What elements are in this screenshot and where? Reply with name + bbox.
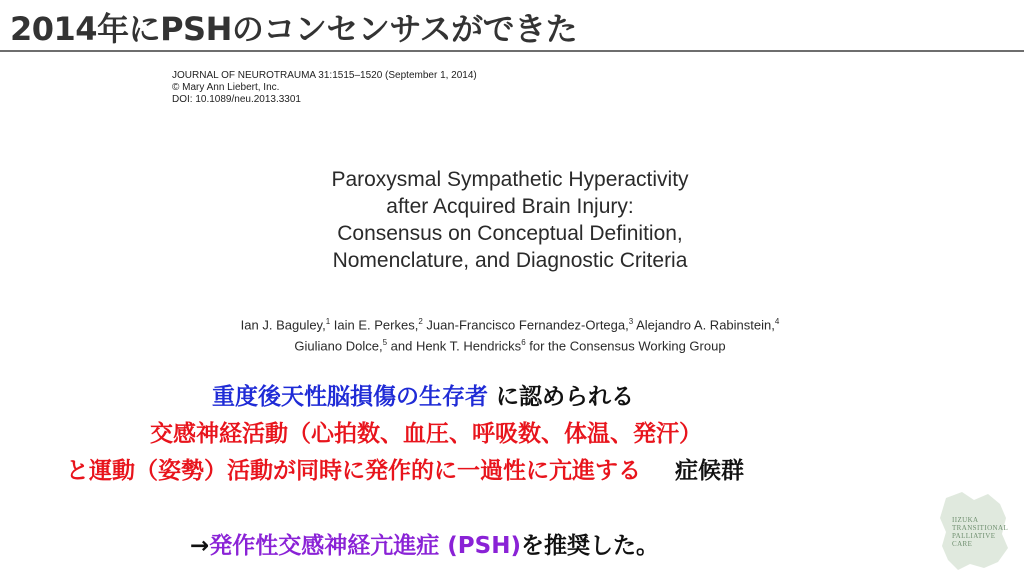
organization-logo	[936, 490, 1014, 572]
summary-line-1	[212, 382, 634, 412]
logo-line: IIZUKA	[952, 516, 979, 524]
summary-motor: と運動（姿勢）活動が同時に発作的に一過性に亢進する	[66, 458, 641, 484]
summary-line-4	[190, 531, 659, 561]
author-name: Giuliano Dolce,	[294, 338, 383, 354]
author-affiliation: 4	[774, 317, 780, 326]
authors-suffix: for the Consensus Working Group	[529, 338, 726, 354]
logo-line: TRANSITIONAL	[952, 524, 1009, 532]
title-divider	[0, 50, 1024, 52]
summary-line-2	[150, 419, 702, 449]
journal-citation: JOURNAL OF NEUROTRAUMA 31:1515–1520 (September 1, 2014)	[172, 70, 477, 81]
author-affiliation: 1	[325, 317, 331, 326]
paper-authors	[190, 313, 830, 356]
author-name: and Henk T. Hendricks	[390, 338, 522, 354]
summary-recognized: に認められる	[496, 384, 635, 410]
author-affiliation: 5	[382, 338, 388, 348]
journal-header	[172, 70, 477, 106]
summary-line-3	[66, 456, 744, 486]
arrow-icon: →	[190, 533, 210, 559]
author-name: Ian J. Baguley,	[240, 317, 326, 333]
logo-text	[952, 516, 1008, 548]
paper-title-line: after Acquired Brain Injury:	[386, 195, 634, 218]
logo-line: CARE	[952, 540, 973, 548]
paper-title-line: Consensus on Conceptual Definition,	[337, 222, 683, 245]
slide-title: 2014年にPSHのコンセンサスができた	[10, 10, 578, 48]
logo-line: PALLIATIVE	[952, 532, 996, 540]
journal-doi: DOI: 10.1089/neu.2013.3301	[172, 94, 301, 105]
authors-line-2	[190, 334, 830, 355]
summary-syndrome: 症候群	[675, 458, 744, 484]
paper-title-line: Nomenclature, and Diagnostic Criteria	[332, 249, 688, 272]
summary-population: 重度後天性脳損傷の生存者	[212, 384, 488, 410]
author-name: Iain E. Perkes,	[333, 317, 419, 333]
summary-sympathetic: 交感神経活動（心拍数、血圧、呼吸数、体温、発汗）	[150, 421, 702, 447]
summary-recommended: を推奨した。	[520, 533, 659, 559]
authors-line-1	[190, 313, 830, 334]
paper-title	[250, 166, 770, 274]
summary-psh-term: 発作性交感神経亢進症 (PSH)	[209, 533, 521, 559]
author-name: Juan-Francisco Fernandez-Ortega,	[426, 317, 629, 333]
journal-copyright: © Mary Ann Liebert, Inc.	[172, 82, 280, 93]
author-name: Alejandro A. Rabinstein,	[636, 317, 775, 333]
author-affiliation: 3	[628, 317, 634, 326]
author-affiliation: 2	[418, 317, 423, 326]
author-affiliation: 6	[521, 338, 526, 348]
paper-title-line: Paroxysmal Sympathetic Hyperactivity	[331, 168, 689, 191]
